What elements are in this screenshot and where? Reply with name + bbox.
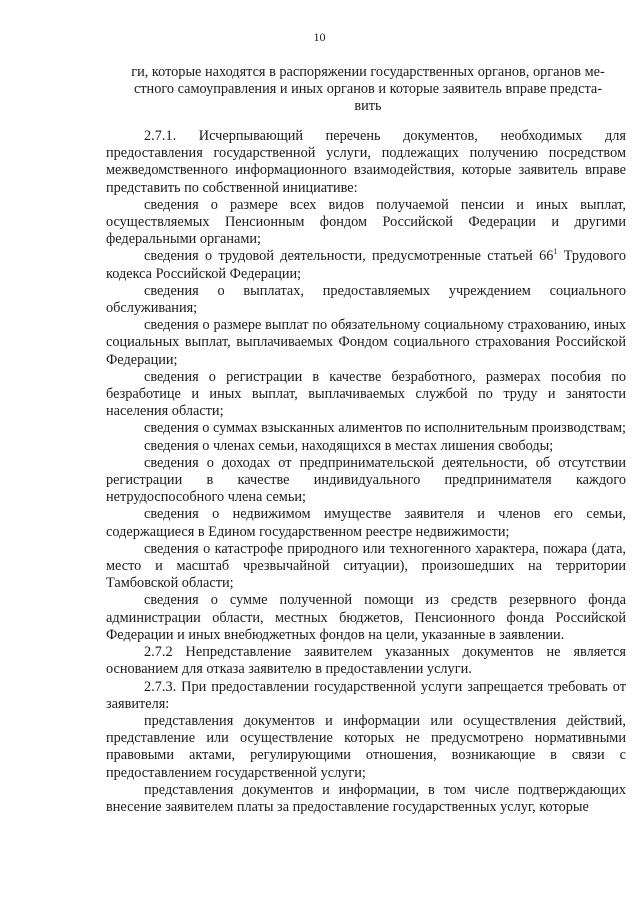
paragraph: сведения о суммах взысканных алиментов по исполнительным производствам; bbox=[144, 420, 627, 437]
paragraph: сведения о членах семьи, находящихся в местах лишения свободы; bbox=[144, 437, 554, 454]
section-heading bbox=[108, 64, 628, 115]
body-text bbox=[106, 128, 626, 816]
paragraph: сведения о катастрофе природного или техногенного характера, пожара (дата, место и масштаб чрезвычайной ситуации), произошедших на территории Тамбовской области; bbox=[106, 540, 626, 592]
paragraph: 2.7.1. Исчерпывающий перечень документов, необходимых для предоставления государственной услуги, подлежащих получению посредством межведомственного информационного взаимодействия, которые заявитель вправе представить по собственной инициативе: bbox=[106, 128, 626, 196]
paragraph: представления документов и информации, в том числе подтверждающих внесение заявителем платы за предоставление государственных услуг, которые bbox=[106, 781, 626, 815]
paragraph: 2.7.3. При предоставлении государственной услуги запрещается требовать от заявителя: bbox=[106, 678, 626, 712]
footnote-superscript: 1 bbox=[553, 247, 558, 257]
heading-line: вить bbox=[354, 98, 382, 114]
paragraph: представления документов и информации или осуществления действий, представление или осуществление которых не предусмотрено нормативными правовыми актами, регулирующими отношения, возникающие в связи с предоставлением государственной услуги; bbox=[106, 712, 626, 781]
paragraph: сведения о регистрации в качестве безработного, размерах пособия по безработице и иных выплат, выплачиваемых службой по труду и занятости населения области; bbox=[106, 368, 626, 420]
paragraph-text: сведения о трудовой деятельности, предусмотренные статьей 66 bbox=[144, 248, 554, 265]
heading-line: ги, которые находятся в распоряжении государственных органов, органов ме- bbox=[131, 64, 605, 80]
paragraph: сведения о размере всех видов получаемой пенсии и иных выплат, осуществляемых Пенсионным фондом Российской Федерации и другими федеральными органами; bbox=[106, 196, 626, 248]
paragraph: сведения о недвижимом имуществе заявителя и членов его семьи, содержащиеся в Едином государственном реестре недвижимости; bbox=[106, 506, 626, 540]
paragraph-text: Трудового кодекса Российской Федерации; bbox=[106, 248, 626, 282]
paragraph: сведения о выплатах, предоставляемых учреждением социального обслуживания; bbox=[106, 282, 626, 317]
paragraph: сведения о размере выплат по обязательному социальному страхованию, иных социальных выплат, выплачиваемых Фондом социального страхования Российской Федерации; bbox=[106, 317, 626, 368]
paragraph: сведения о доходах от предпринимательской деятельности, об отсутствии регистрации в качестве индивидуального предпринимателя каждого нетрудоспособного члена семьи; bbox=[106, 454, 626, 506]
paragraph: 2.7.2 Непредставление заявителем указанных документов не является основанием для отказа заявителю в предоставлении услуги. bbox=[106, 644, 626, 678]
page-number: 10 bbox=[313, 30, 326, 44]
heading-line: стного самоуправления и иных органов и которые заявитель вправе предста- bbox=[133, 81, 603, 97]
paragraph: сведения о сумме полученной помощи из средств резервного фонда администрации области, местных бюджетов, Пенсионного фонда Российской Федерации и иных внебюджетных фондов на цели, указанные в заявлении. bbox=[106, 592, 626, 643]
paragraph bbox=[106, 248, 626, 282]
